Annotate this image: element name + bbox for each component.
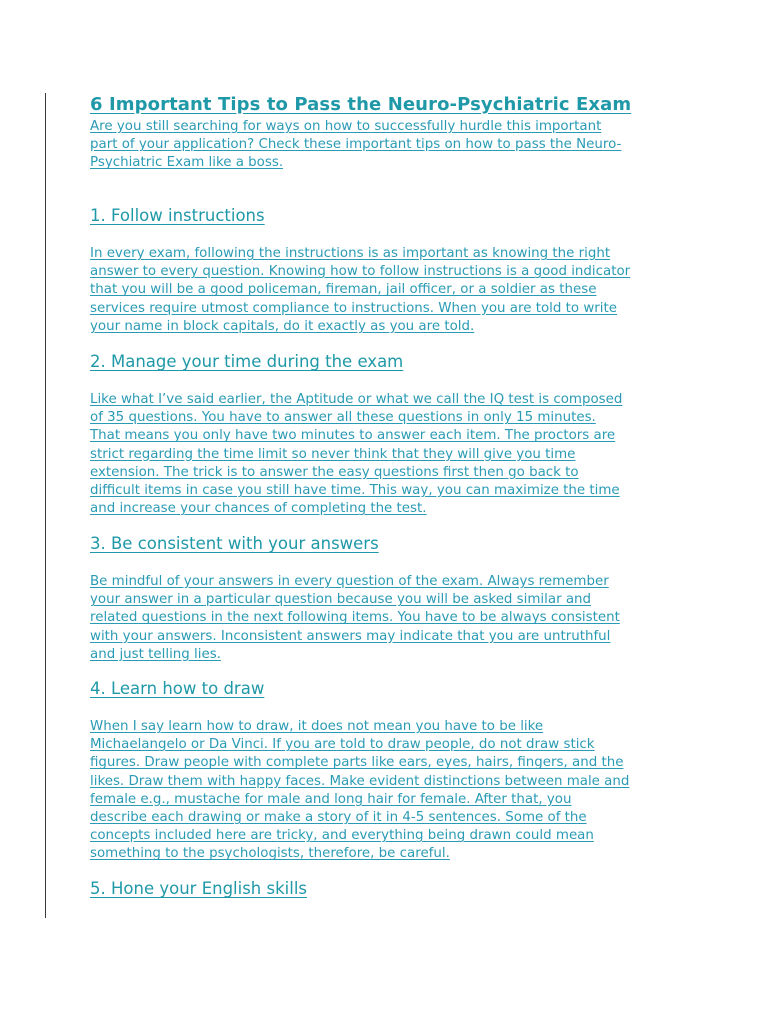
section-learn-to-draw (90, 678, 690, 864)
paragraph-line: your answer in a particular question because you will be asked similar and (90, 592, 592, 608)
paragraph-line: related questions in the next following items. You have to be always consistent (90, 610, 620, 626)
paragraph-line: with your answers. Inconsistent answers may indicate that you are untruthful (90, 628, 611, 644)
intro-line: part of your application? Check these important tips on how to pass the Neuro- (90, 137, 622, 153)
section-heading[interactable]: 3. Be consistent with your answers (90, 534, 379, 553)
section-manage-time (90, 351, 690, 518)
paragraph-line: services require utmost compliance to instructions. When you are told to write (90, 300, 618, 316)
section-hone-english (90, 878, 690, 900)
paragraph-line: In every exam, following the instructions is as important as knowing the right (90, 246, 611, 261)
paragraph-line: answer to every question. Knowing how to follow instructions is a good indicator (90, 264, 631, 280)
paragraph-line: likes. Draw them with happy faces. Make evident distinctions between male and (90, 773, 630, 789)
section-heading[interactable]: 1. Follow instructions (90, 206, 265, 225)
paragraph-line: and just telling lies. (90, 646, 221, 662)
paragraph-line: describe each drawing or make a story of it in 4-5 sentences. Some of the (90, 810, 587, 826)
paragraph-line: that you will be a good policeman, fireman, jail officer, or a soldier as these (90, 282, 597, 298)
paragraph-line: concepts included here are tricky, and everything being drawn could mean (90, 828, 594, 844)
document-title: 6 Important Tips to Pass the Neuro-Psychiatric Exam (90, 94, 632, 115)
section-heading[interactable]: 5. Hone your English skills (90, 879, 308, 898)
paragraph-line: difficult items in case you still have time. This way, you can maximize the time (90, 483, 620, 499)
paragraph-line: When I say learn how to draw, it does not mean you have to be like (90, 719, 544, 734)
section-heading[interactable]: 4. Learn how to draw (90, 679, 265, 698)
paragraph-line: something to the psychologists, therefore, be careful. (90, 846, 450, 862)
paragraph-line: female e.g., mustache for male and long hair for female. After that, you (90, 791, 572, 807)
section-follow-instructions (90, 205, 690, 336)
document-body (90, 92, 690, 898)
intro-line: Psychiatric Exam like a boss. (90, 155, 284, 171)
paragraph-line: of 35 questions. You have to answer all these questions in only 15 minutes. (90, 410, 596, 426)
paragraph-line: Be mindful of your answers in every question of the exam. Always remember (90, 574, 609, 589)
section-paragraph[interactable] (90, 245, 690, 336)
paragraph-line: That means you only have two minutes to answer each item. The proctors are (90, 428, 616, 444)
section-paragraph[interactable] (90, 718, 690, 864)
section-paragraph[interactable] (90, 391, 690, 518)
section-be-consistent (90, 533, 690, 664)
paragraph-line: Michaelangelo or Da Vinci. If you are told to draw people, do not draw stick (90, 737, 595, 753)
page-margin-line (45, 93, 46, 918)
intro-paragraph[interactable] (90, 118, 690, 173)
section-paragraph[interactable] (90, 573, 690, 664)
paragraph-line: extension. The trick is to answer the easy questions first then go back to (90, 464, 579, 480)
paragraph-line: your name in block capitals, do it exactly as you are told. (90, 318, 475, 334)
section-heading[interactable]: 2. Manage your time during the exam (90, 352, 404, 371)
paragraph-line: Like what I’ve said earlier, the Aptitude or what we call the IQ test is composed (90, 392, 623, 407)
paragraph-line: and increase your chances of completing the test. (90, 501, 427, 517)
paragraph-line: strict regarding the time limit so never think that they will give you time (90, 446, 576, 462)
paragraph-line: figures. Draw people with complete parts like ears, eyes, hairs, fingers, and the (90, 755, 624, 771)
intro-line: Are you still searching for ways on how to successfully hurdle this important (90, 119, 602, 134)
